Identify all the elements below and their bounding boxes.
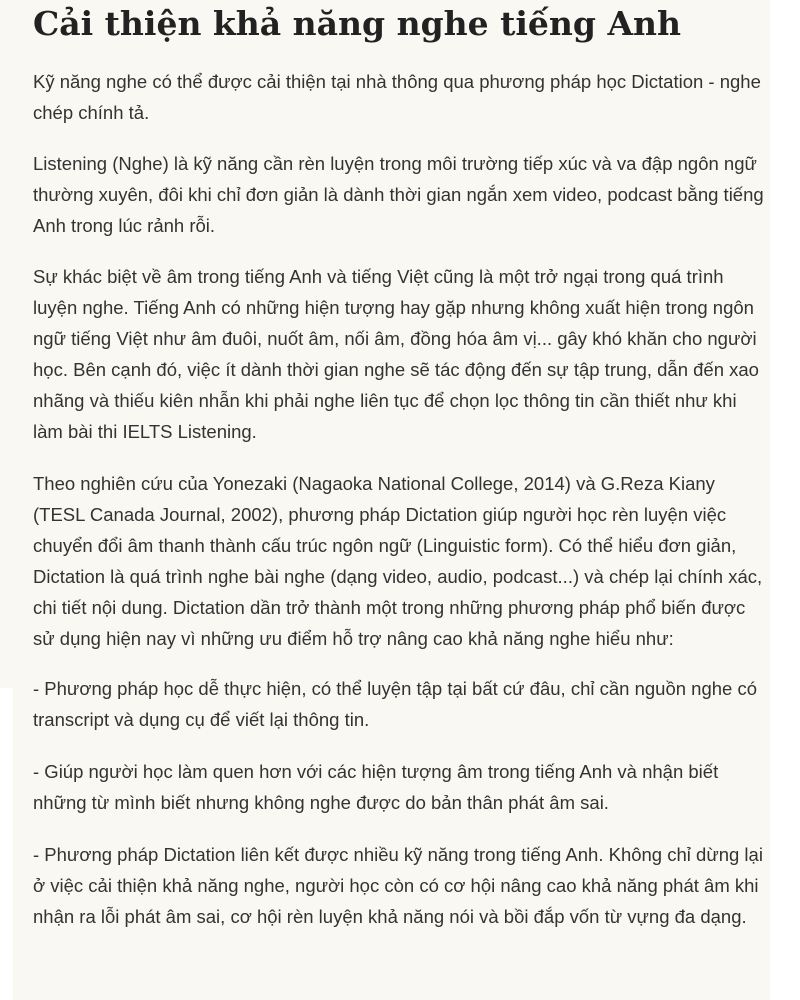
- article-title: Cải thiện khả năng nghe tiếng Anh: [33, 4, 682, 43]
- left-gutter: [0, 688, 13, 1000]
- paragraph-research: Theo nghiên cứu của Yonezaki (Nagaoka National College, 2014) và G.Reza Kiany (TESL Canada Journal, 2002), phương pháp Dictation giúp người học rèn luyện việc chuyển đổi âm thanh thành cấu trúc ngôn ngữ (Linguistic form). Có thể hiểu đơn giản, Dictation là quá trình nghe bài nghe (dạng video, audio, podcast...) và chép lại chính xác, chi tiết nội dung. Dictation dần trở thành một trong những phương pháp phổ biến được sử dụng hiện nay vì những ưu điểm hỗ trợ nâng cao khả năng nghe hiểu như:: [33, 473, 763, 649]
- paragraph-intro: Kỹ năng nghe có thể được cải thiện tại nhà thông qua phương pháp học Dictation - nghe chép chính tả.: [33, 71, 761, 123]
- list-item-sound-phenomena: - Giúp người học làm quen hơn với các hiện tượng âm trong tiếng Anh và nhận biết những từ mình biết nhưng không nghe được do bản thân phát âm sai.: [33, 761, 719, 813]
- list-item-linked-skills: - Phương pháp Dictation liên kết được nhiều kỹ năng trong tiếng Anh. Không chỉ dừng lại ở việc cải thiện khả năng nghe, người học còn có cơ hội nâng cao khả năng phát âm khi nhận ra lỗi phát âm sai, cơ hội rèn luyện khả năng nói và bồi đắp vốn từ vựng đa dạng.: [33, 844, 763, 927]
- list-item-easy-practice: - Phương pháp học dễ thực hiện, có thể luyện tập tại bất cứ đâu, chỉ cần nguồn nghe có transcript và dụng cụ để viết lại thông tin.: [33, 678, 757, 730]
- paragraph-listening: Listening (Nghe) là kỹ năng cần rèn luyện trong môi trường tiếp xúc và va đập ngôn ngữ thường xuyên, đôi khi chỉ đơn giản là dành thời gian ngắn xem video, podcast bằng tiếng Anh trong lúc rảnh rỗi.: [33, 153, 764, 236]
- paragraph-sound-differences: Sự khác biệt về âm trong tiếng Anh và tiếng Việt cũng là một trở ngại trong quá trình luyện nghe. Tiếng Anh có những hiện tượng hay gặp nhưng không xuất hiện trong ngôn ngữ tiếng Việt như âm đuôi, nuốt âm, nối âm, đồng hóa âm vị... gây khó khăn cho người học. Bên cạnh đó, việc ít dành thời gian nghe sẽ tác động đến sự tập trung, dẫn đến xao nhãng và thiếu kiên nhẫn khi phải nghe liên tục để chọn lọc thông tin cần thiết như khi làm bài thi IELTS Listening.: [33, 266, 759, 442]
